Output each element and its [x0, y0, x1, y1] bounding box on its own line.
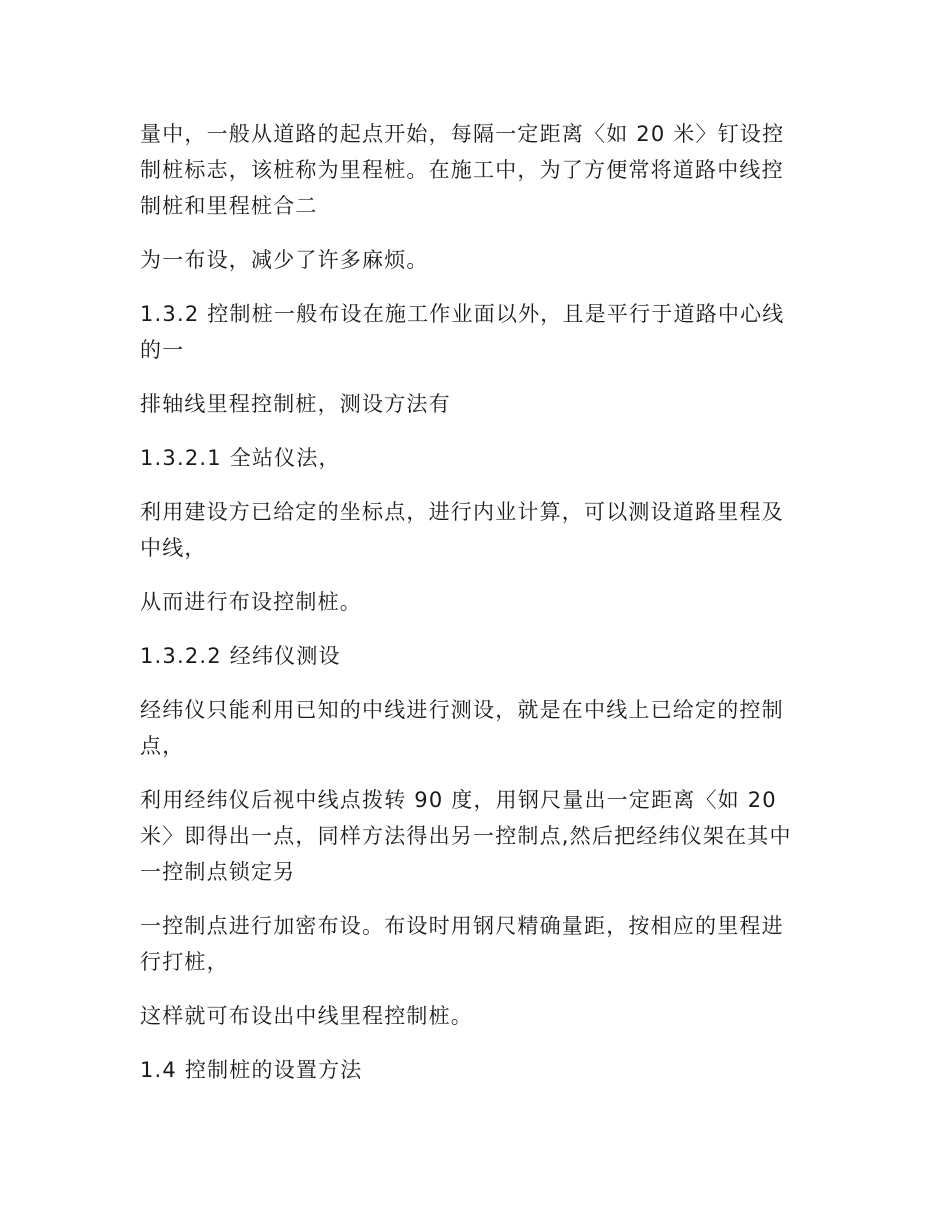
paragraph-10: 利用经纬仪后视中线点拨转 90 度，用钢尺量出一定距离〈如 20 米〉即得出一点，同样方法得出另一控制点,然后把经纬仪架在其中一控制点锁定另 — [140, 788, 792, 884]
document-body — [140, 116, 805, 1106]
paragraph-12: 这样就可布设出中线里程控制桩。 — [140, 1004, 473, 1028]
paragraph-7: 从而进行布设控制桩。 — [140, 590, 362, 614]
paragraph-4: 排轴线里程控制桩，测设方法有 — [140, 392, 451, 416]
paragraph-1: 量中，一般从道路的起点开始，每隔一定距离〈如 20 米〉钉设控制桩标志，该桩称为里程桩。在施工中，为了方便常将道路中线控制桩和里程桩合二 — [140, 122, 785, 218]
heading-1-3-2-2: 1.3.2.2 经纬仪测设 — [140, 644, 341, 668]
heading-1-3-2-1: 1.3.2.1 全站仪法， — [140, 446, 341, 470]
paragraph-11: 一控制点进行加密布设。布设时用钢尺精确量距，按相应的里程进行打桩， — [140, 914, 784, 974]
heading-1-4: 1.4 控制桩的设置方法 — [140, 1058, 363, 1082]
paragraph-3: 1.3.2 控制桩一般布设在施工作业面以外，且是平行于道路中心线的一 — [140, 302, 785, 362]
paragraph-6: 利用建设方已给定的坐标点，进行内业计算，可以测设道路里程及中线， — [140, 500, 784, 560]
paragraph-9: 经纬仪只能利用已知的中线进行测设，就是在中线上已给定的控制点， — [140, 698, 784, 758]
paragraph-2: 为一布设，减少了许多麻烦。 — [140, 248, 429, 272]
